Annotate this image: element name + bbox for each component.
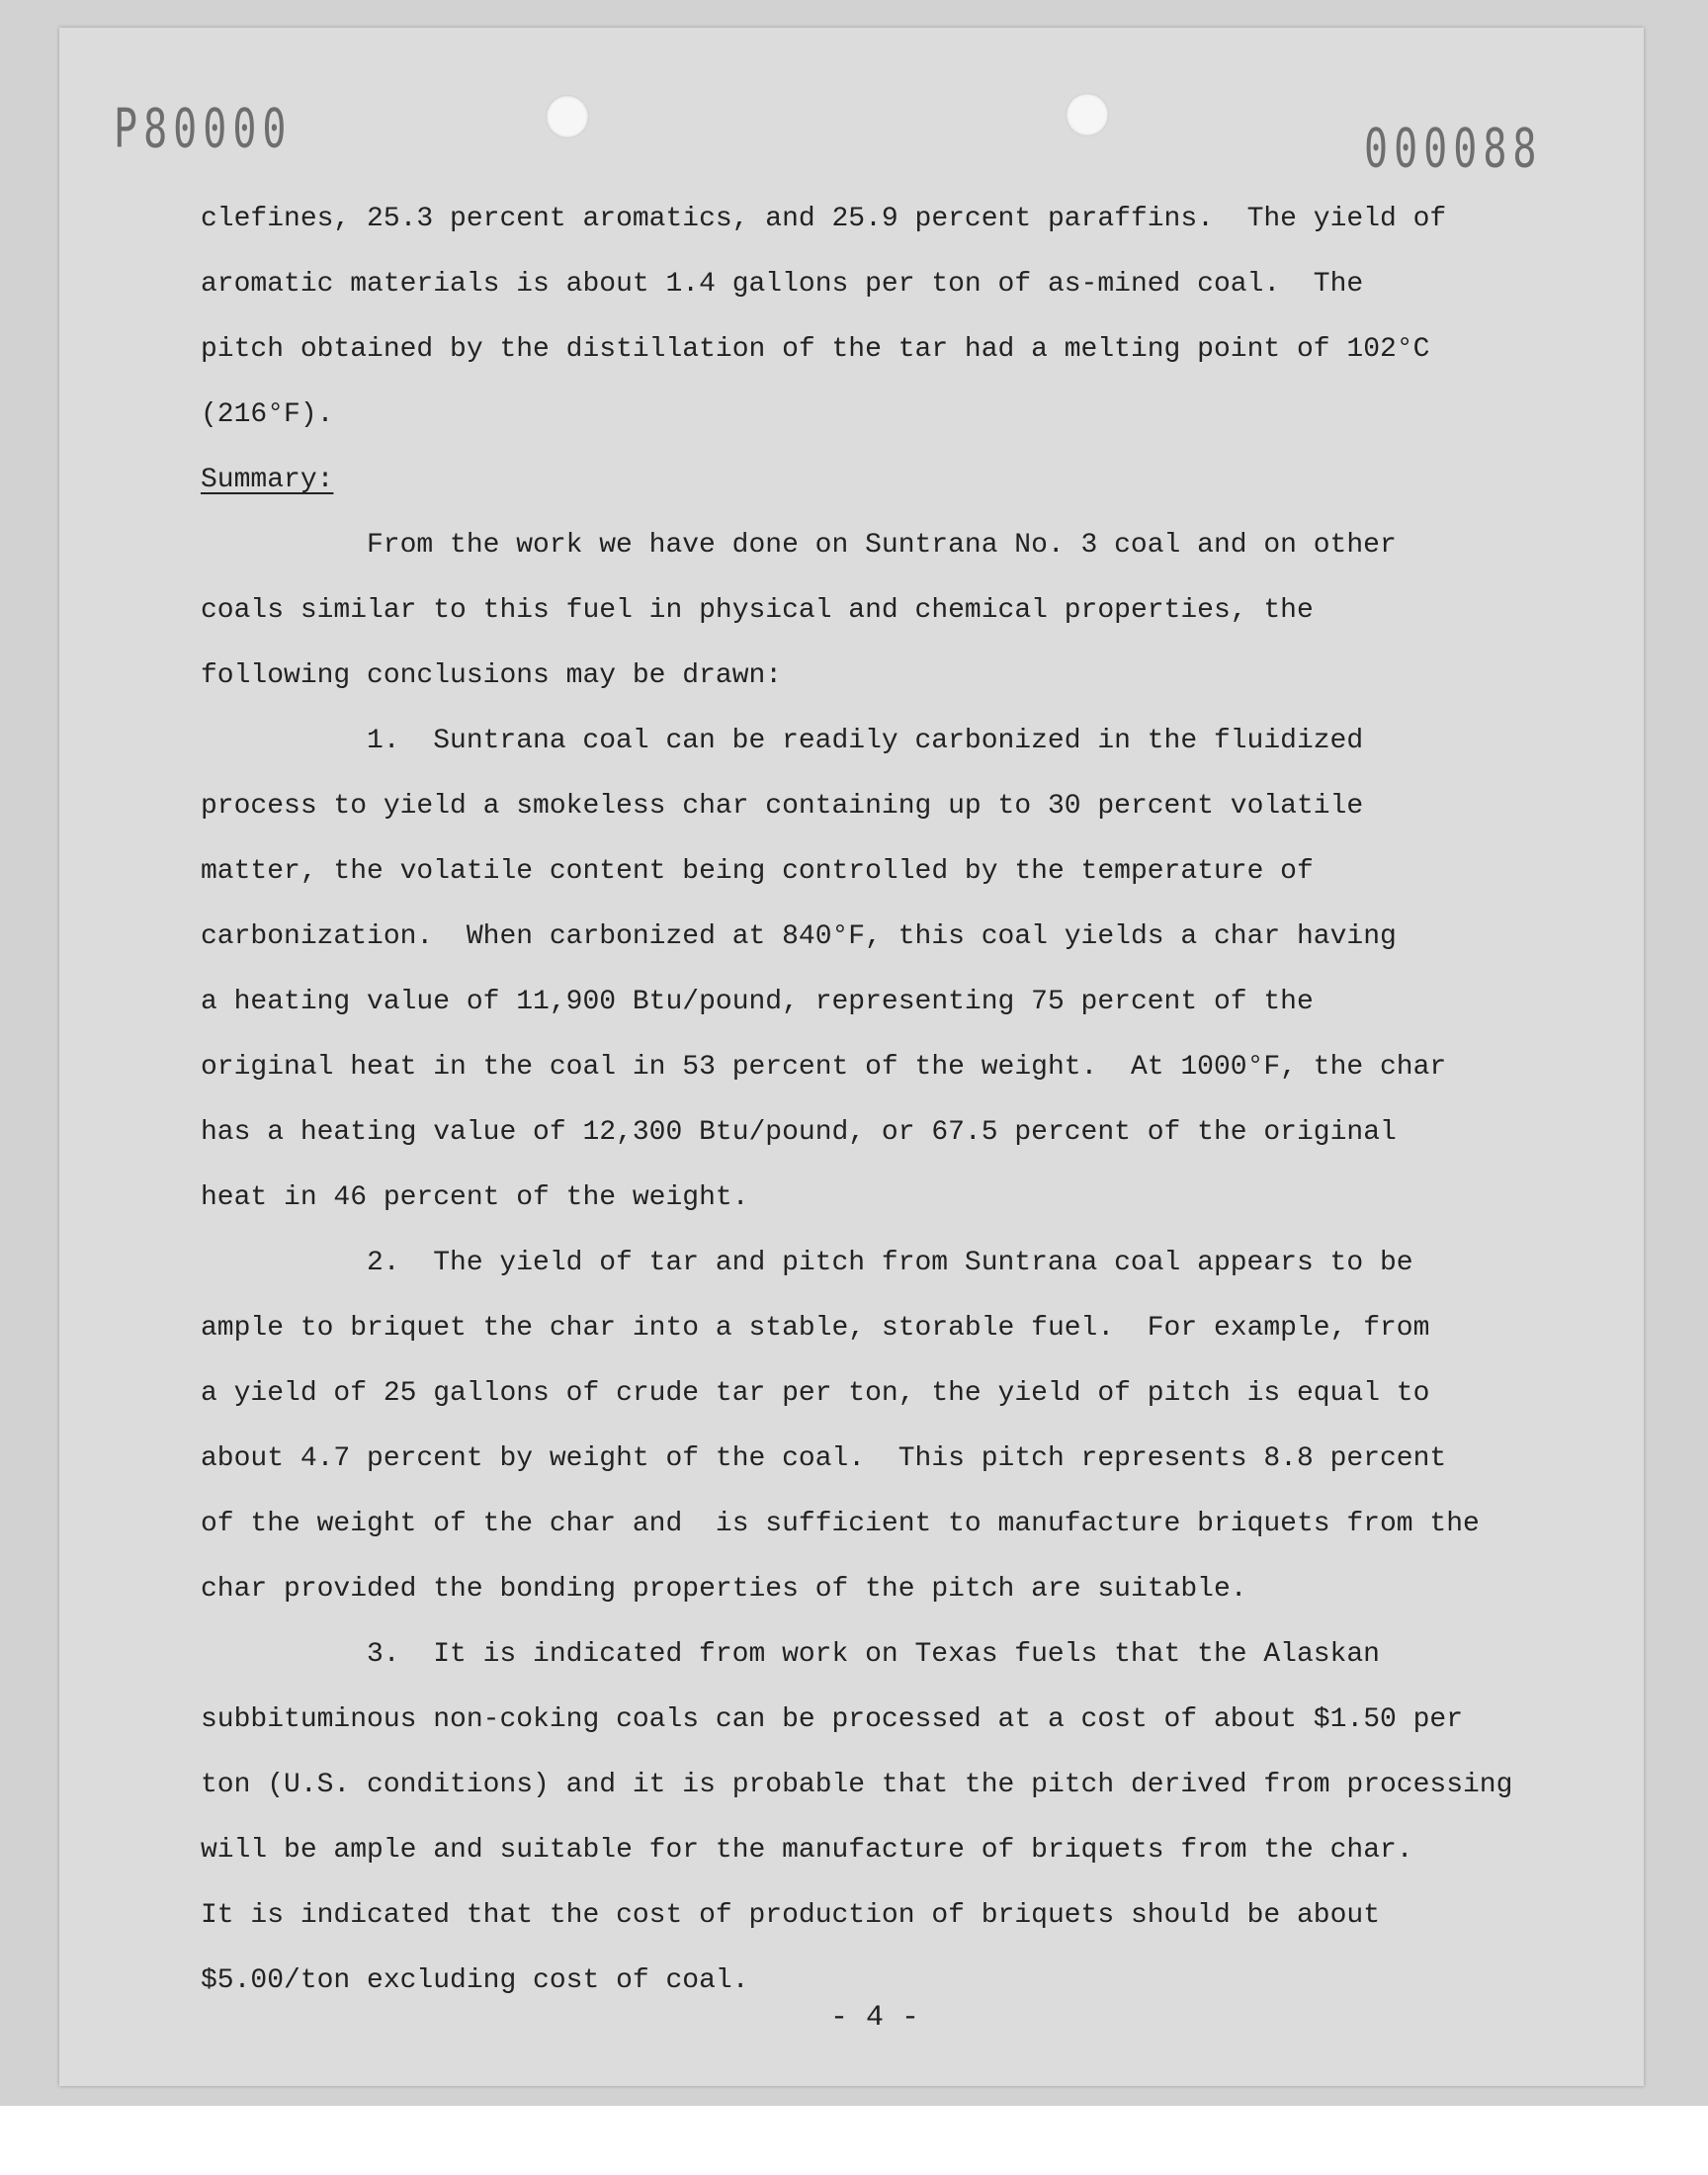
body-text-line: original heat in the coal in 53 percent of the weight. At 1000°F, the char [201,1052,1447,1083]
body-text-line: clefines, 25.3 percent aromatics, and 25.9 percent paraffins. The yield of [201,204,1447,234]
body-text-line: coals similar to this fuel in physical and chemical properties, the [201,595,1314,626]
body-text-line: heat in 46 percent of the weight. [201,1182,749,1213]
body-text-line: char provided the bonding properties of the pitch are suitable. [201,1574,1247,1605]
body-text-line: From the work we have done on Suntrana No. 3 coal and on other [367,530,1397,561]
numbered-item-2: 2. The yield of tar and pitch from Suntrana coal appears to be [367,1248,1413,1278]
page-number: - 4 - [830,2001,920,2035]
document-stamp-left: P80000 [114,99,293,161]
body-text-line: carbonization. When carbonized at 840°F, this coal yields a char having [201,921,1397,952]
section-heading-summary: Summary: [201,465,334,495]
body-text-line: pitch obtained by the distillation of the tar had a melting point of 102°C [201,334,1430,365]
body-text-line: matter, the volatile content being controlled by the temperature of [201,856,1314,887]
punch-hole [546,95,589,138]
body-text-line: process to yield a smokeless char containing up to 30 percent volatile [201,791,1364,822]
body-text-line: aromatic materials is about 1.4 gallons per ton of as-mined coal. The [201,269,1364,300]
body-text-line: ample to briquet the char into a stable, storable fuel. For example, from [201,1313,1430,1344]
body-text-line: $5.00/ton excluding cost of coal. [201,1965,749,1996]
body-text-line: (216°F). [201,399,334,430]
body-text-line: of the weight of the char and is sufficient to manufacture briquets from the [201,1509,1480,1539]
body-text-line: about 4.7 percent by weight of the coal. This pitch represents 8.8 percent [201,1443,1447,1474]
body-text-line: It is indicated that the cost of production of briquets should be about [201,1900,1380,1931]
body-text-line: following conclusions may be drawn: [201,660,783,691]
numbered-item-1: 1. Suntrana coal can be readily carbonized in the fluidized [367,726,1364,756]
body-text-line: ton (U.S. conditions) and it is probable that the pitch derived from processing [201,1770,1513,1800]
body-text-line: a heating value of 11,900 Btu/pound, representing 75 percent of the [201,987,1314,1017]
body-text-line: subbituminous non-coking coals can be processed at a cost of about $1.50 per [201,1704,1464,1735]
numbered-item-3: 3. It is indicated from work on Texas fuels that the Alaskan [367,1639,1380,1670]
body-text-line: has a heating value of 12,300 Btu/pound, or 67.5 percent of the original [201,1117,1397,1148]
body-text-line: a yield of 25 gallons of crude tar per ton, the yield of pitch is equal to [201,1378,1430,1409]
document-stamp-right: 000088 [1364,119,1543,181]
punch-hole [1066,93,1109,136]
body-text-line: will be ample and suitable for the manufacture of briquets from the char. [201,1835,1413,1866]
document-page [59,28,1644,2086]
